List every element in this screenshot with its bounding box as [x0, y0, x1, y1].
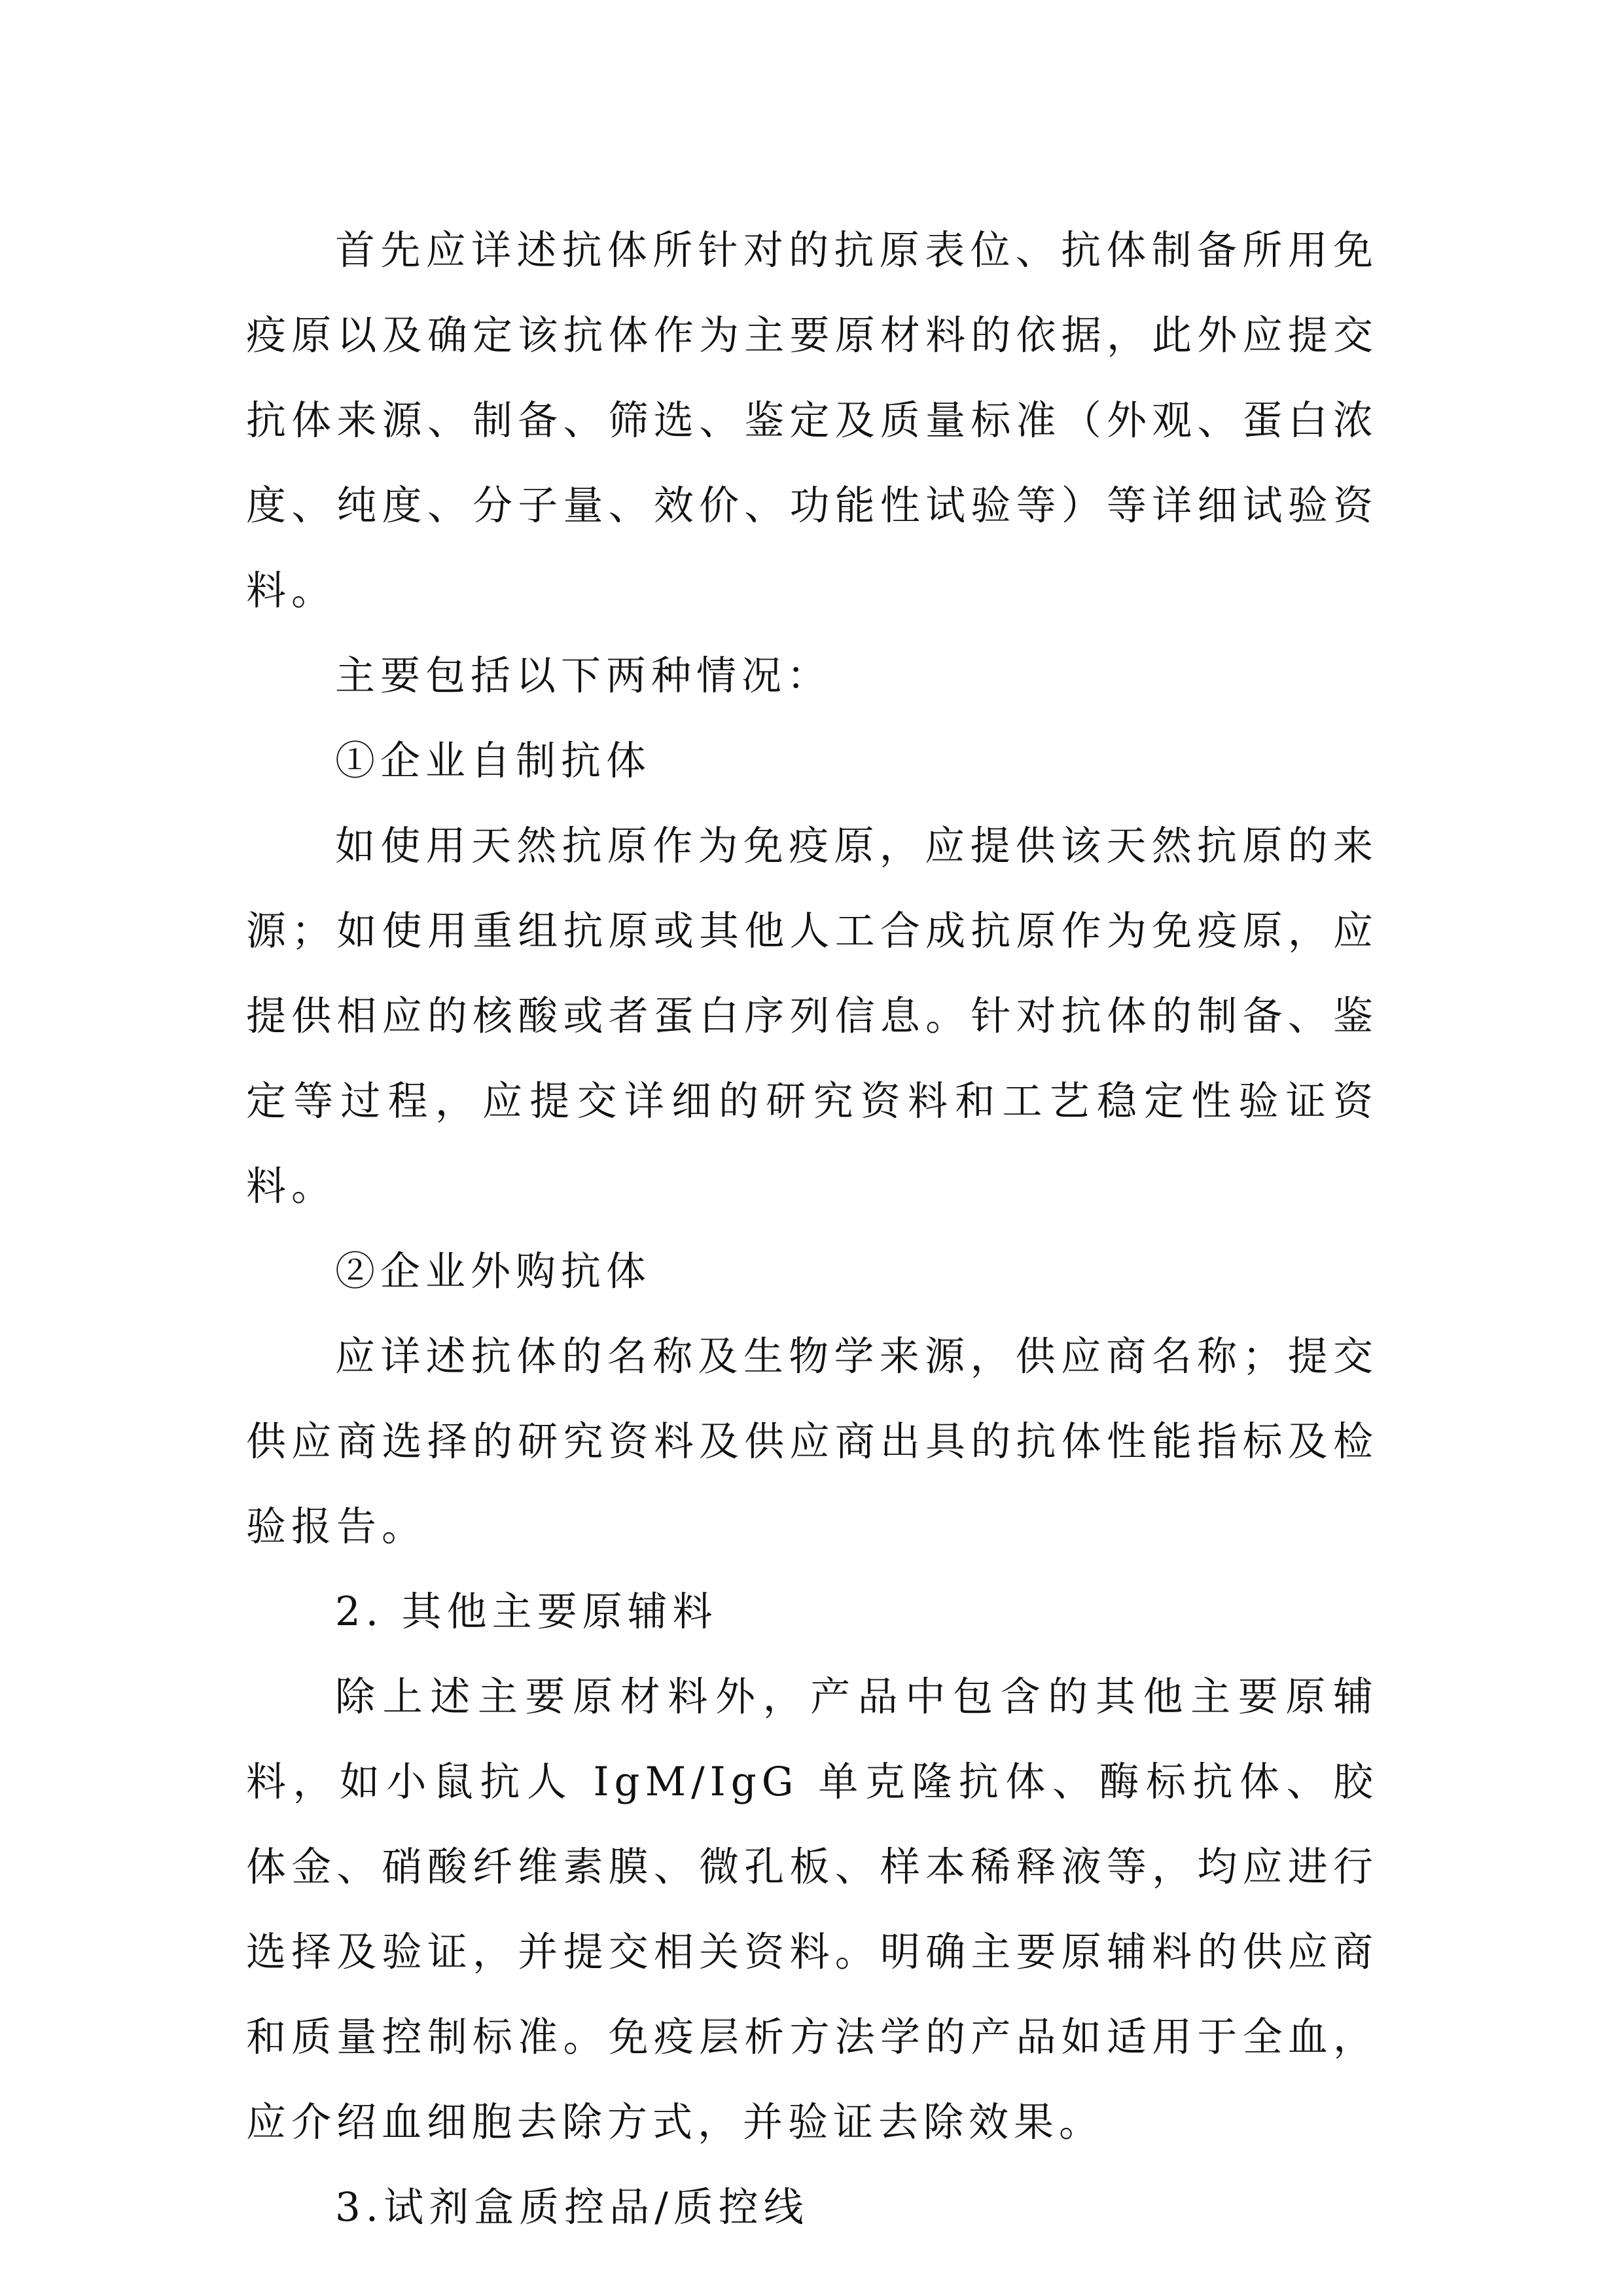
- heading-kit-quality-control: 3.试剂盒质控品/质控线: [335, 2184, 809, 2231]
- paragraph-two-cases-intro: 主要包括以下两种情况：: [335, 653, 832, 699]
- heading-purchased-antibody: ②企业外购抗体: [335, 1248, 652, 1295]
- paragraph-other-materials: 除上述主要原材料外，产品中包含的其他主要原辅料，如小鼠抗人 IgM/IgG 单克隆抗体、酶标抗体、胶体金、硝酸纤维素膜、微孔板、样本稀释液等，均应进行选择及验证，并提交相关资料。明确主要原辅料的供应商和质量控制标准。免疫层析方法学的产品如适用于全血，应介绍血细胞去除方式，并验证去除效果。: [246, 1674, 1378, 2145]
- heading-other-materials: 2. 其他主要原辅料: [335, 1588, 718, 1635]
- document-page: [246, 208, 1378, 2250]
- heading-self-made-antibody: ①企业自制抗体: [335, 738, 652, 784]
- paragraph-self-made-antibody: 如使用天然抗原作为免疫原，应提供该天然抗原的来源；如使用重组抗原或其他人工合成抗原作为免疫原，应提供相应的核酸或者蛋白序列信息。针对抗体的制备、鉴定等过程，应提交详细的研究资料和工艺稳定性验证资料。: [246, 823, 1378, 1210]
- paragraph-purchased-antibody: 应详述抗体的名称及生物学来源，供应商名称；提交供应商选择的研究资料及供应商出具的抗体性能指标及检验报告。: [246, 1333, 1378, 1550]
- paragraph-antibody-requirements: 首先应详述抗体所针对的抗原表位、抗体制备所用免疫原以及确定该抗体作为主要原材料的依据，此外应提交抗体来源、制备、筛选、鉴定及质量标准（外观、蛋白浓度、纯度、分子量、效价、功能性试验等）等详细试验资料。: [246, 227, 1378, 614]
